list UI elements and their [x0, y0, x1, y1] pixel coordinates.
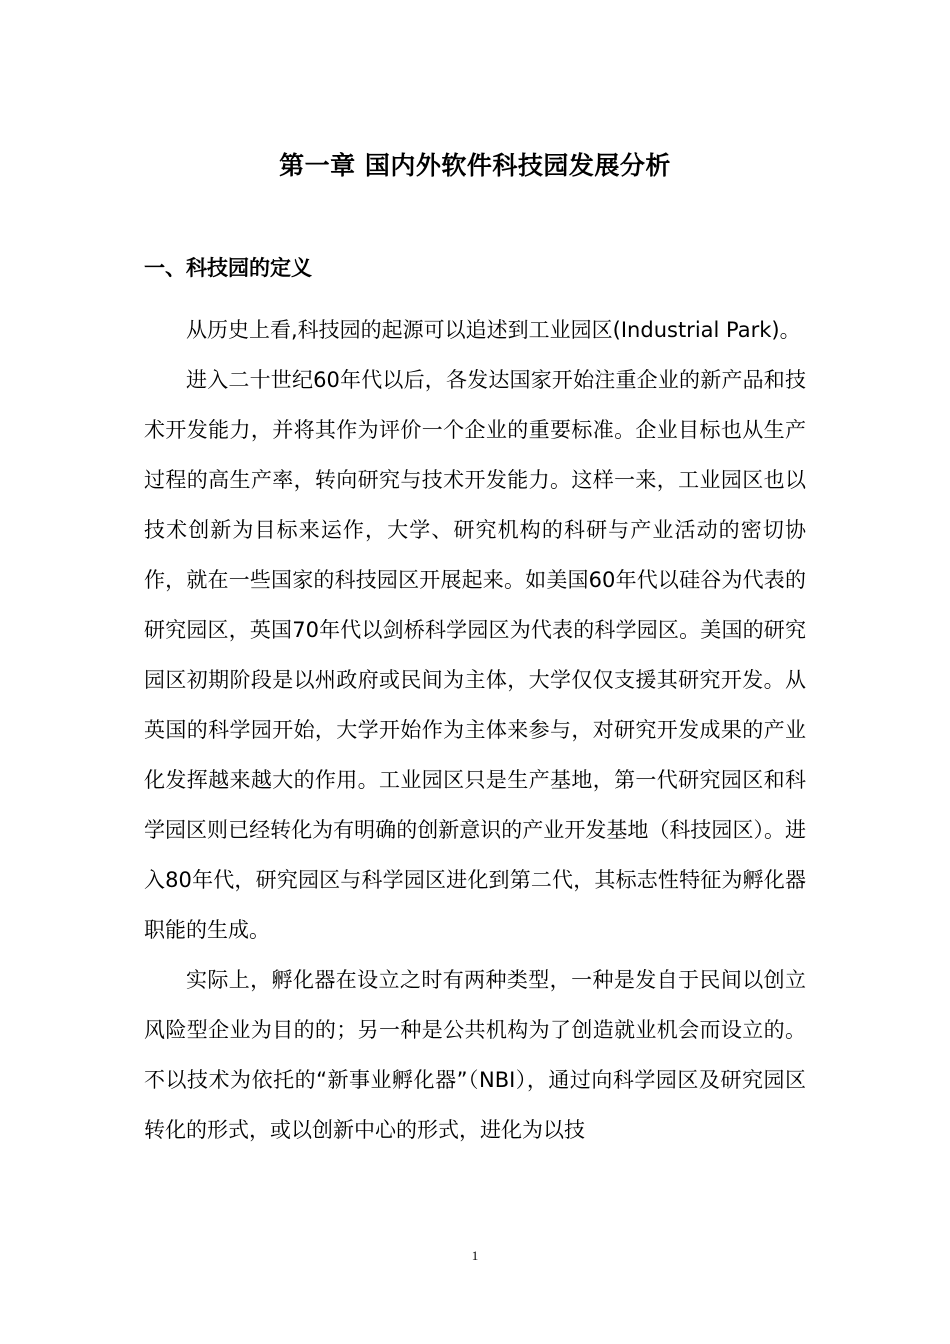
paragraph: 进入二十世纪60年代以后，各发达国家开始注重企业的新产品和技术开发能力，并将其作为评价一个企业的重要标准。企业目标也从生产过程的高生产率，转向研究与技术开发能力。这样一来，工业园区也以技术创新为目标来运作，大学、研究机构的科研与产业活动的密切协作，就在一些国家的科技园区开展起来。如美国60年代以硅谷为代表的研究园区，英国70年代以剑桥科学园区为代表的科学园区。美国的研究园区初期阶段是以州政府或民间为主体，大学仅仅支援其研究开发。从英国的科学园开始，大学开始作为主体来参与，对研究开发成果的产业化发挥越来越大的作用。工业园区只是生产基地，第一代研究园区和科学园区则已经转化为有明确的创新意识的产业开发基地（科技园区）。进入80年代，研究园区与科学园区进化到第二代，其标志性特征为孵化器职能的生成。 [144, 368, 806, 942]
chapter-title: 第一章 国内外软件科技园发展分析 [279, 151, 671, 180]
paragraph: 实际上，孵化器在设立之时有两种类型，一种是发自于民间以创立风险型企业为目的的；另一种是公共机构为了创造就业机会而设立的。不以技术为依托的“新事业孵化器”（NBI），通过向科学园区及研究园区转化的形式，或以创新中心的形式，进化为以技 [144, 968, 806, 1142]
paragraph: 从历史上看,科技园的起源可以追述到工业园区(Industrial Park)。 [186, 318, 801, 342]
page-number: 1 [471, 1248, 479, 1263]
section-heading: 一、科技园的定义 [144, 256, 312, 280]
body-text [144, 305, 806, 1155]
